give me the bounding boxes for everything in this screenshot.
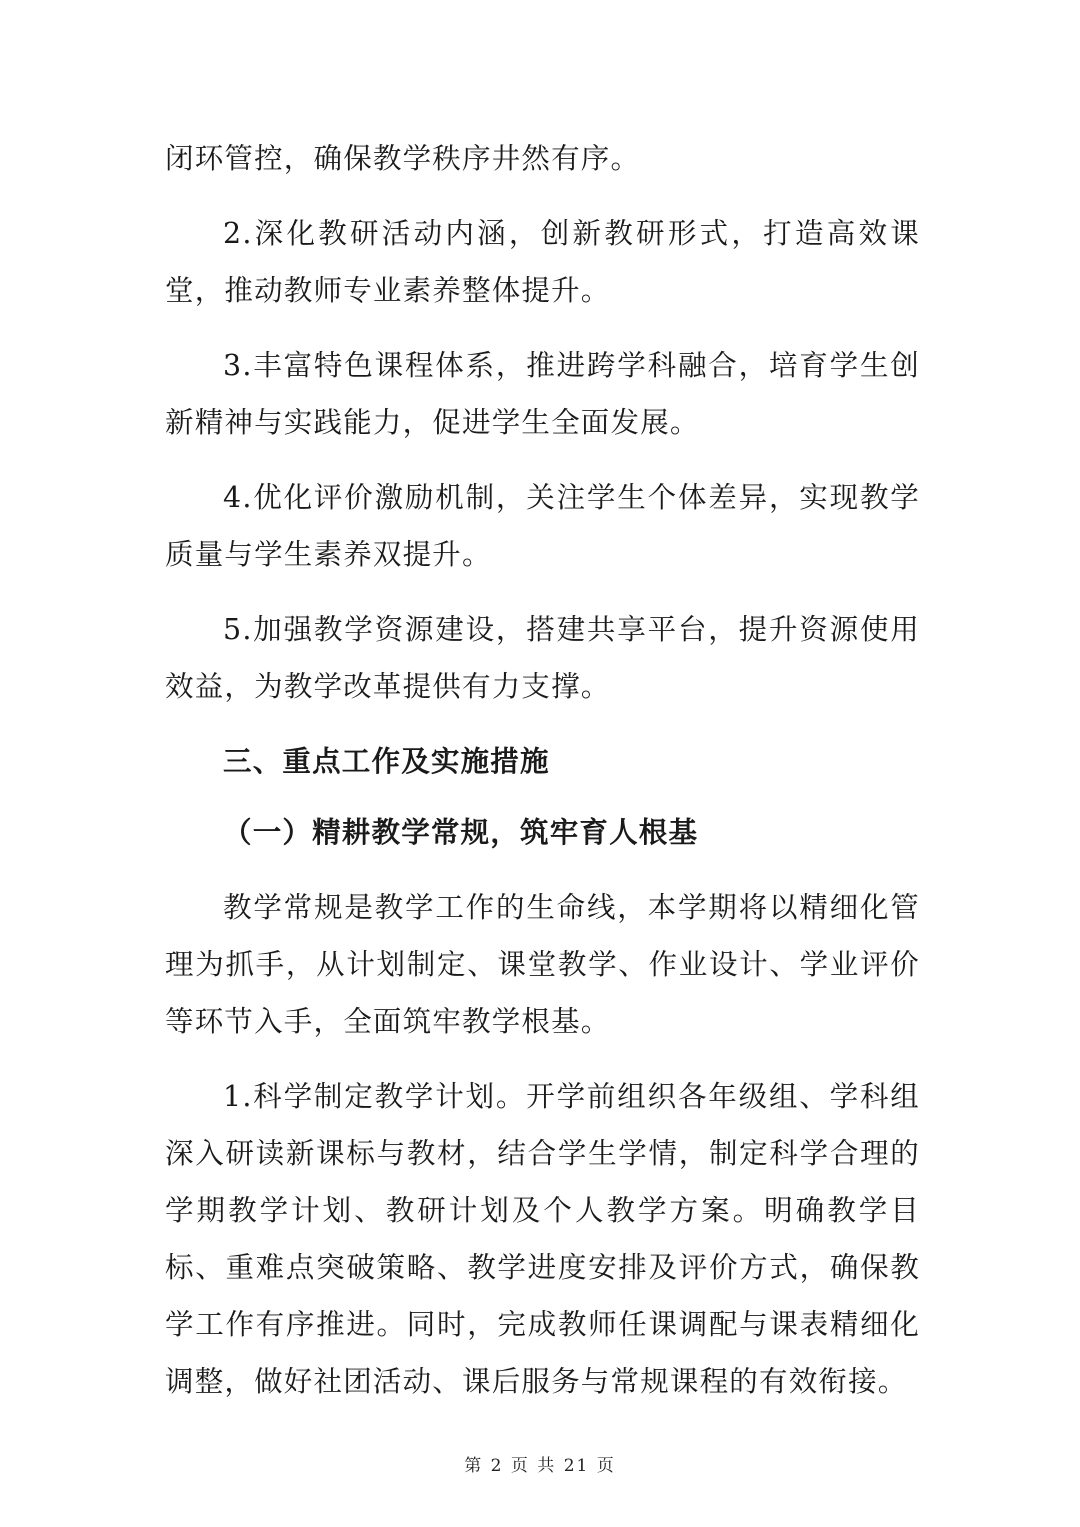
goal-item-3: 3.丰富特色课程体系，推进跨学科融合，培育学生创新精神与实践能力，促进学生全面发展。	[165, 349, 920, 439]
section-heading: 三、重点工作及实施措施	[223, 745, 550, 778]
document-body	[165, 130, 920, 1410]
subsection-heading: （一）精耕教学常规，筑牢育人根基	[223, 816, 699, 849]
paragraph-continuation: 闭环管控，确保教学秩序井然有序。	[165, 142, 641, 175]
goal-item-5: 5.加强教学资源建设，搭建共享平台，提升资源使用效益，为教学改革提供有力支撑。	[165, 613, 920, 703]
page-footer: 第 2 页 共 21 页	[464, 1456, 616, 1476]
goal-item-2: 2.深化教研活动内涵，创新教研形式，打造高效课堂，推动教师专业素养整体提升。	[165, 217, 920, 307]
body-paragraph-plan: 1.科学制定教学计划。开学前组织各年级组、学科组深入研读新课标与教材，结合学生学情，制定科学合理的学期教学计划、教研计划及个人教学方案。明确教学目标、重难点突破策略、教学进度安排及评价方式，确保教学工作有序推进。同时，完成教师任课调配与课表精细化调整，做好社团活动、课后服务与常规课程的有效衔接。	[165, 1080, 920, 1398]
body-paragraph-intro: 教学常规是教学工作的生命线，本学期将以精细化管理为抓手，从计划制定、课堂教学、作业设计、学业评价等环节入手，全面筑牢教学根基。	[165, 891, 920, 1038]
goal-item-4: 4.优化评价激励机制，关注学生个体差异，实现教学质量与学生素养双提升。	[165, 481, 920, 571]
